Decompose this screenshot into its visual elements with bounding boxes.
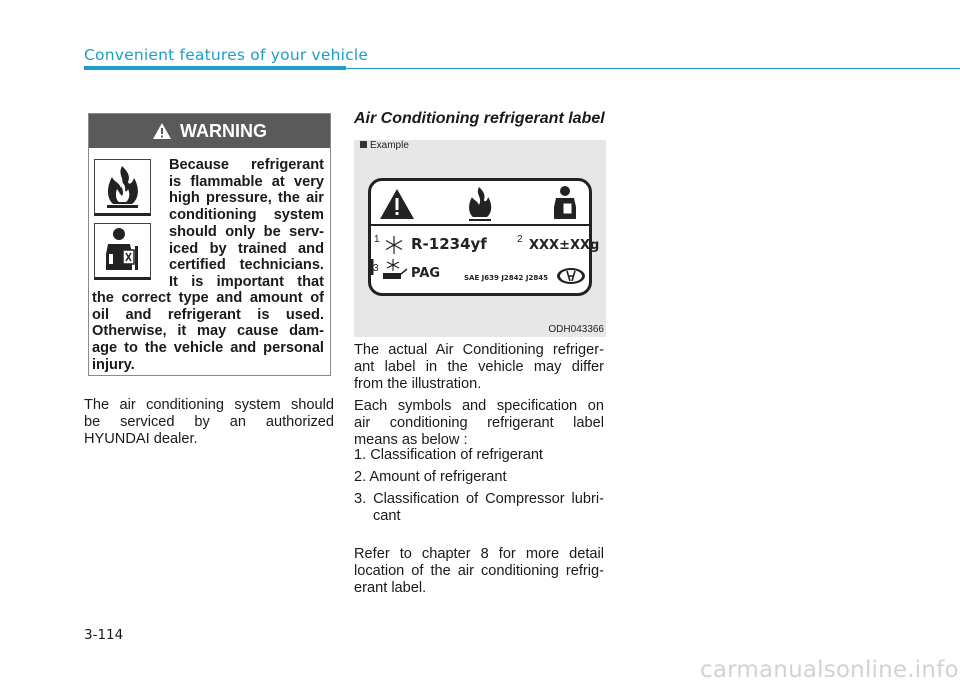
warning-text-short xyxy=(169,157,324,291)
marker-3: 3 xyxy=(373,263,379,274)
warning-line: oil and refrigerant is used. xyxy=(92,306,324,323)
flammable-icon xyxy=(469,187,491,221)
list-item xyxy=(354,469,604,486)
warning-box xyxy=(88,113,331,376)
text-line: Refer to chapter 8 for more detail xyxy=(354,546,604,562)
warning-line: is flammable at very xyxy=(169,173,324,190)
marker-1: 1 xyxy=(374,234,380,245)
ac-paragraph-3 xyxy=(354,546,604,596)
warning-line: high pressure, the air xyxy=(169,190,324,207)
header-rule-thin xyxy=(346,68,960,69)
flammable-icon xyxy=(94,159,151,216)
warning-line: iced by trained and xyxy=(169,240,324,257)
text-line: from the illustration. xyxy=(354,375,482,392)
lubricant-type: PAG xyxy=(411,266,441,281)
oil-can-icon xyxy=(383,259,407,279)
page-number: 3-114 xyxy=(84,627,124,643)
example-label-text: Example xyxy=(370,140,409,151)
list-item-text: 3. Classification of Compressor lubri- xyxy=(354,491,604,507)
text-line: HYUNDAI dealer. xyxy=(84,430,198,447)
sae-standards: SAE J639 J2842 J2845 xyxy=(464,274,548,282)
warning-line: age to the vehicle and personal xyxy=(92,340,324,357)
text-line: be serviced by an authorized xyxy=(84,413,334,430)
square-bullet-icon xyxy=(360,141,367,148)
left-paragraph xyxy=(84,397,334,447)
technician-icon xyxy=(554,186,576,219)
refrigerant-label-card xyxy=(368,178,600,296)
warning-line: the correct type and amount of xyxy=(92,290,324,306)
hyundai-logo-icon xyxy=(557,268,585,284)
text-line: ant label in the vehicle may differ xyxy=(354,358,604,375)
warning-line: It is important that xyxy=(169,273,324,290)
example-label xyxy=(360,140,409,151)
warning-line: certified technicians. xyxy=(169,257,324,274)
header-rule-thick xyxy=(84,66,346,70)
section-title: Convenient features of your vehicle xyxy=(84,46,369,64)
list-item-text: 1. Classification of refrigerant xyxy=(354,447,543,463)
warning-line: Otherwise, it may cause dam- xyxy=(92,323,324,340)
list-item xyxy=(354,491,604,525)
text-line: air conditioning refrigerant label xyxy=(354,414,604,431)
text-line: means as below : xyxy=(354,431,468,448)
refrigerant-type: R-1234yf xyxy=(411,235,487,253)
warning-header xyxy=(89,114,330,148)
ac-paragraph-1 xyxy=(354,342,604,392)
list-item-text-cont: cant xyxy=(373,507,401,524)
warning-line: conditioning system xyxy=(169,207,324,224)
text-line: Each symbols and specification on xyxy=(354,398,604,414)
text-line: The air conditioning system should xyxy=(84,397,334,413)
warning-line: should only be serv- xyxy=(169,223,324,240)
figure-code: ODH043366 xyxy=(548,324,604,335)
text-line: The actual Air Conditioning refriger- xyxy=(354,342,604,358)
ac-section-title: Air Conditioning refrigerant label xyxy=(354,110,605,127)
watermark: carmanualsonline.info xyxy=(700,657,959,683)
text-line: erant label. xyxy=(354,579,427,596)
refrigerant-label-graphic xyxy=(371,181,600,293)
warning-line: Because refrigerant xyxy=(169,157,324,173)
warning-triangle-icon xyxy=(152,122,172,140)
refrigerant-snowflake-icon xyxy=(386,236,402,254)
ac-paragraph-2 xyxy=(354,398,604,448)
list-item-text: 2. Amount of refrigerant xyxy=(354,469,507,485)
warning-heading: WARNING xyxy=(180,120,267,141)
marker-2: 2 xyxy=(517,234,523,245)
text-line: location of the air conditioning refrig- xyxy=(354,562,604,579)
example-figure xyxy=(354,140,606,337)
warning-text-long xyxy=(92,290,324,374)
warning-line: injury. xyxy=(92,356,135,373)
refrigerant-amount: XXX±XXg xyxy=(529,238,600,253)
technician-icon xyxy=(94,223,151,280)
list-item xyxy=(354,447,604,464)
